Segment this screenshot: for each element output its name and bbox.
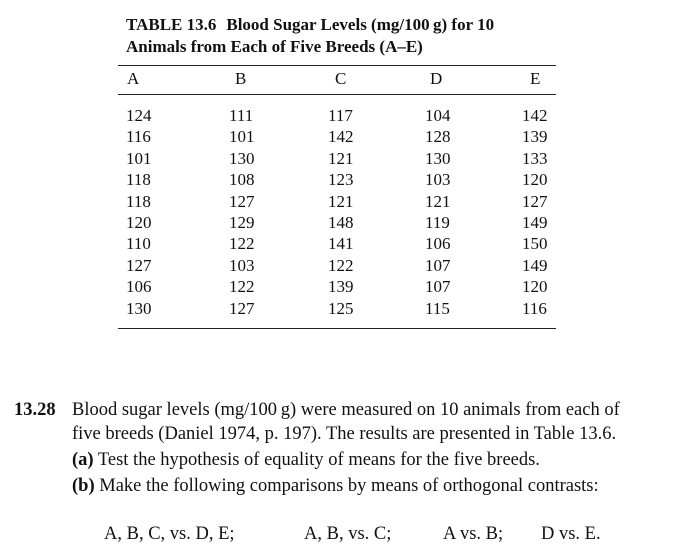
table-cell: 141	[328, 234, 354, 254]
table-cell: 122	[229, 277, 255, 297]
problem-number: 13.28	[14, 400, 56, 420]
table-cell: 150	[522, 234, 548, 254]
table-cell: 111	[229, 106, 254, 125]
table-cell: 127	[229, 298, 255, 318]
table-cell: 116	[126, 127, 151, 147]
table-cell: 115	[425, 298, 450, 318]
table-cell: 101	[126, 148, 152, 168]
part-a-text: Test the hypothesis of equality of means for the five breeds.	[93, 450, 540, 470]
table-cell: 120	[522, 277, 548, 297]
part-b-text: Make the following comparisons by means of orthogonal contrasts:	[94, 476, 599, 496]
table-bottom-rule	[118, 328, 556, 329]
table-cell: 116	[522, 298, 547, 318]
table-cell: 128	[425, 127, 451, 147]
contrast-4: D vs. E.	[541, 524, 601, 544]
problem-part-a	[72, 448, 540, 472]
part-b-label: (b)	[72, 476, 95, 496]
table-cell: 139	[522, 127, 548, 147]
column-header-e: E	[530, 69, 541, 88]
table-cell: 117	[328, 106, 353, 125]
table-caption	[126, 14, 566, 58]
table-cell: 148	[328, 213, 354, 232]
table-cell: 129	[229, 213, 255, 232]
table-cell: 142	[328, 127, 354, 147]
table-cell: 118	[126, 170, 151, 190]
table-header-rule	[118, 94, 556, 95]
table-cell: 110	[126, 234, 151, 254]
table-cell: 108	[229, 170, 255, 190]
table-cell: 121	[328, 148, 354, 168]
contrast-3: A vs. B;	[443, 524, 504, 544]
part-a-label: (a)	[72, 450, 94, 470]
table-top-rule	[118, 65, 556, 66]
table-cell: 107	[425, 255, 451, 275]
table-cell: 104	[425, 106, 451, 125]
table-cell: 103	[425, 170, 451, 190]
table-cell: 121	[328, 191, 354, 211]
table-cell: 122	[229, 234, 255, 254]
table-label: TABLE 13.6	[126, 15, 217, 34]
table-cell: 149	[522, 213, 548, 232]
table-cell: 120	[126, 213, 152, 232]
table-cell: 142	[522, 106, 548, 125]
table-cell: 107	[425, 277, 451, 297]
table-cell: 118	[126, 191, 151, 211]
table-caption-line-1	[126, 14, 566, 36]
contrast-2: A, B, vs. C;	[304, 524, 392, 544]
table-cell: 106	[126, 277, 152, 297]
table-title-line-1: Blood Sugar Levels (mg/100 g) for 10	[226, 15, 495, 34]
table-cell: 119	[425, 213, 450, 232]
table-cell: 130	[126, 298, 152, 318]
table-cell: 125	[328, 298, 354, 318]
contrast-1: A, B, C, vs. D, E;	[104, 524, 235, 544]
table-cell: 127	[522, 191, 548, 211]
table-cell: 121	[425, 191, 451, 211]
table-cell: 122	[328, 255, 354, 275]
table-cell: 130	[425, 148, 451, 168]
table-cell: 130	[229, 148, 255, 168]
table-cell: 133	[522, 148, 548, 168]
problem-text-line-2: five breeds (Daniel 1974, p. 197). The results are presented in Table 13.6.	[72, 424, 617, 444]
table-cell: 103	[229, 255, 255, 275]
table-cell: 127	[229, 191, 255, 211]
table-cell: 101	[229, 127, 255, 147]
table-cell: 127	[126, 255, 152, 275]
column-header-a: A	[127, 69, 140, 88]
table-cell: 149	[522, 255, 548, 275]
column-header-b: B	[235, 69, 247, 88]
problem-part-b	[72, 474, 599, 498]
table-cell: 120	[522, 170, 548, 190]
column-header-d: D	[430, 69, 443, 88]
column-header-c: C	[335, 69, 347, 88]
table-title-line-2: Animals from Each of Five Breeds (A–E)	[126, 37, 423, 56]
table-cell: 123	[328, 170, 354, 190]
table-cell: 124	[126, 106, 152, 125]
table-cell: 106	[425, 234, 451, 254]
problem-text-line-1: Blood sugar levels (mg/100 g) were measured on 10 animals from each of	[72, 400, 620, 420]
table-cell: 139	[328, 277, 354, 297]
